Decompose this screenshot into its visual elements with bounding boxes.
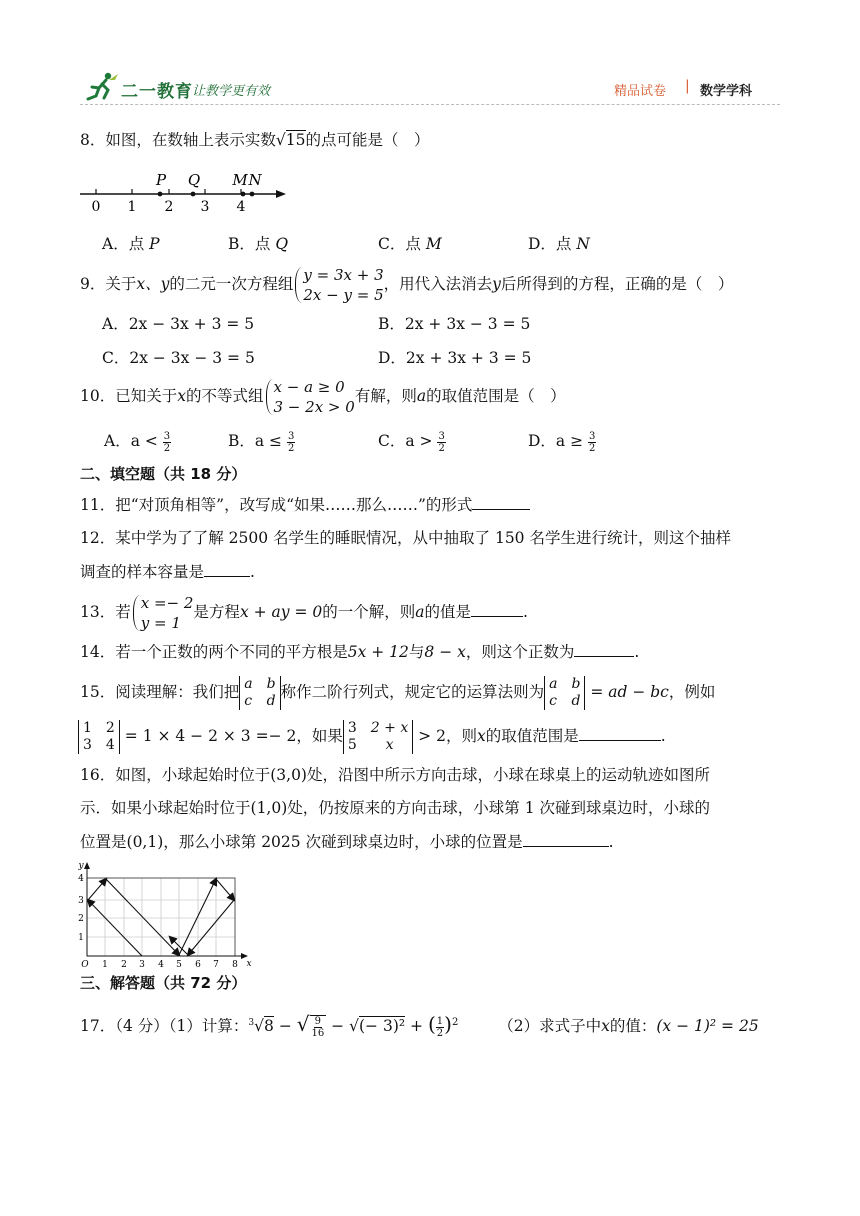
sqrt-sign: √ [275, 131, 286, 149]
inequality-system: x − a ≥ 0 3 − 2x > 0 [264, 377, 355, 417]
tick-label: 4 [236, 199, 246, 215]
x-tick: 6 [195, 960, 201, 970]
question-11: 11．把“对顶角相等”，改写成“如果……那么……”的形式 [80, 494, 530, 516]
determinant: 1 2 3 4 [78, 720, 120, 754]
option-d[interactable]: D．2x + 3x + 3 = 5 [378, 349, 532, 367]
equation-system: y = 3x + 3 2x − y = 5 [293, 265, 383, 305]
option-c[interactable]: C．点 M [378, 235, 442, 253]
question-16-line2: 示．如果小球起始时位于(1,0)处，仍按原来的方向击球，小球第 1 次碰到球桌边时，小球的 [80, 799, 710, 817]
point-label: P [155, 171, 167, 189]
point-label: M [232, 171, 248, 189]
point-label: Q [187, 171, 201, 189]
half-squared: ( $\frac{1}{2}$ )$^2$ [427, 1012, 459, 1039]
option-b[interactable]: B．2x + 3x − 3 = 5 [378, 315, 531, 333]
point-q [191, 192, 196, 197]
section-2-heading: 二、填空题（共 18 分） [80, 465, 247, 483]
x-tick: 5 [176, 960, 182, 970]
cube-root-8: $^3$√8 [248, 1017, 274, 1036]
q8-text-end: 的点可能是（ ） [305, 131, 430, 149]
question-17: 17．（4 分）（1）计算：$^3$√8 − √ $\frac{9}{16}$ − √(− 3)² + ( $\frac{1}{2}$ )$^2$ （2）求式子中x的值：(x − 1)² = 25 [80, 1012, 759, 1040]
tick-label: 3 [200, 199, 210, 215]
y-tick: 2 [78, 914, 84, 924]
question-15-line1: 15．阅读理解：我们把 a b c d 称作二阶行列式，规定它的运算法则为 a b c d = ad − bc，例如 [80, 676, 716, 709]
option-b[interactable]: B．点 Q [228, 235, 289, 253]
header-rule [80, 104, 780, 105]
option-d[interactable]: D．点 N [528, 235, 590, 253]
option-a[interactable]: A．a < $\frac{3}{2}$ [104, 430, 171, 454]
brand-name: 二一教育 [121, 82, 193, 102]
tick-label: 2 [164, 199, 174, 215]
tick-label: 1 [127, 199, 137, 215]
y-tick: 4 [78, 874, 84, 884]
x-axis-label: x [246, 959, 252, 969]
point-label: N [248, 171, 262, 189]
question-16-line3: 位置是(0,1)，那么小球第 2025 次碰到球桌边时，小球的位置是 . [80, 833, 614, 851]
option-c[interactable]: C．2x − 3x − 3 = 5 [102, 349, 255, 367]
tick-label: 0 [91, 199, 101, 215]
option-c[interactable]: C．a > $\frac{3}{2}$ [378, 430, 445, 454]
answer-blank[interactable] [579, 726, 661, 741]
answer-blank[interactable] [523, 832, 609, 847]
option-a[interactable]: A．点 P [102, 235, 160, 253]
sqrt-neg3-squared: √(− 3)² [349, 1017, 406, 1036]
question-14: 14．若一个正数的两个不同的平方根是5x + 12与8 − x，则这个正数为 . [80, 643, 640, 661]
determinant: a b c d [239, 676, 280, 710]
option-b[interactable]: B．a ≤ $\frac{3}{2}$ [228, 430, 295, 454]
y-tick: 3 [78, 896, 84, 906]
q8-radicand: 15 [285, 131, 306, 149]
y-axis-label: y [78, 861, 84, 871]
header-tag-premium: 精品试卷 [614, 84, 667, 99]
question-15-line2: 1 2 3 4 = 1 × 4 − 2 × 3 =− 2，如果 3 2 + x 5 x > 2，则x的取值范围是 . [78, 716, 666, 756]
x-tick: 3 [139, 960, 145, 970]
header-tag-subject: 数学学科 [700, 84, 753, 99]
question-10-stem: 10．已知关于x的不等式组 x − a ≥ 0 3 − 2x > 0 有解，则a的取值范围是（ ） [80, 378, 566, 416]
answer-blank[interactable] [472, 495, 530, 510]
question-16-line1: 16．如图，小球起始时位于(3,0)处，沿图中所示方向击球，小球在球桌上的运动轨迹如图所 [80, 766, 710, 784]
x-tick: 7 [213, 960, 219, 970]
determinant: a b c d [544, 676, 585, 710]
question-8-stem [80, 129, 430, 151]
logo-runner-icon [84, 70, 122, 102]
x-tick: 2 [121, 960, 127, 970]
question-9-stem: 9．关于x、y的二元一次方程组 y = 3x + 3 2x − y = 5 ，用代入法消去y后所得到的方程，正确的是（ ） [80, 266, 734, 304]
billiard-table-figure [76, 860, 256, 972]
point-p [158, 192, 163, 197]
option-a[interactable]: A．2x − 3x + 3 = 5 [102, 315, 255, 333]
x-tick: 1 [102, 960, 108, 970]
brand-slogan: 让教学更有效 [192, 84, 271, 99]
x-tick: 8 [232, 960, 238, 970]
y-tick: 1 [78, 933, 84, 943]
number-line-figure [80, 165, 300, 215]
answer-blank[interactable] [204, 562, 250, 577]
section-3-heading: 三、解答题（共 72 分） [80, 974, 247, 992]
determinant: 3 2 + x 5 x [343, 720, 413, 754]
x-tick: 4 [158, 960, 164, 970]
solution-pair: x =− 2 y = 1 [131, 593, 194, 633]
answer-blank[interactable] [471, 602, 523, 617]
answer-blank[interactable] [574, 642, 634, 657]
option-d[interactable]: D．a ≥ $\frac{3}{2}$ [528, 430, 596, 454]
question-12-line2: 调查的样本容量是 . [80, 563, 255, 581]
axis-origin: O [81, 960, 89, 970]
header-divider: | [685, 78, 690, 94]
sqrt-9-16: √ [296, 1012, 310, 1037]
question-12-line1: 12．某中学为了了解 2500 名学生的睡眠情况，从中抽取了 150 名学生进行统计，则这个抽样 [80, 529, 731, 547]
point-m [241, 192, 246, 197]
point-n [250, 192, 255, 197]
question-13: 13．若 x =− 2 y = 1 是方程x + ay = 0的一个解，则a的值是 . [80, 594, 528, 632]
q8-text: 8．如图，在数轴上表示实数 [80, 131, 276, 149]
